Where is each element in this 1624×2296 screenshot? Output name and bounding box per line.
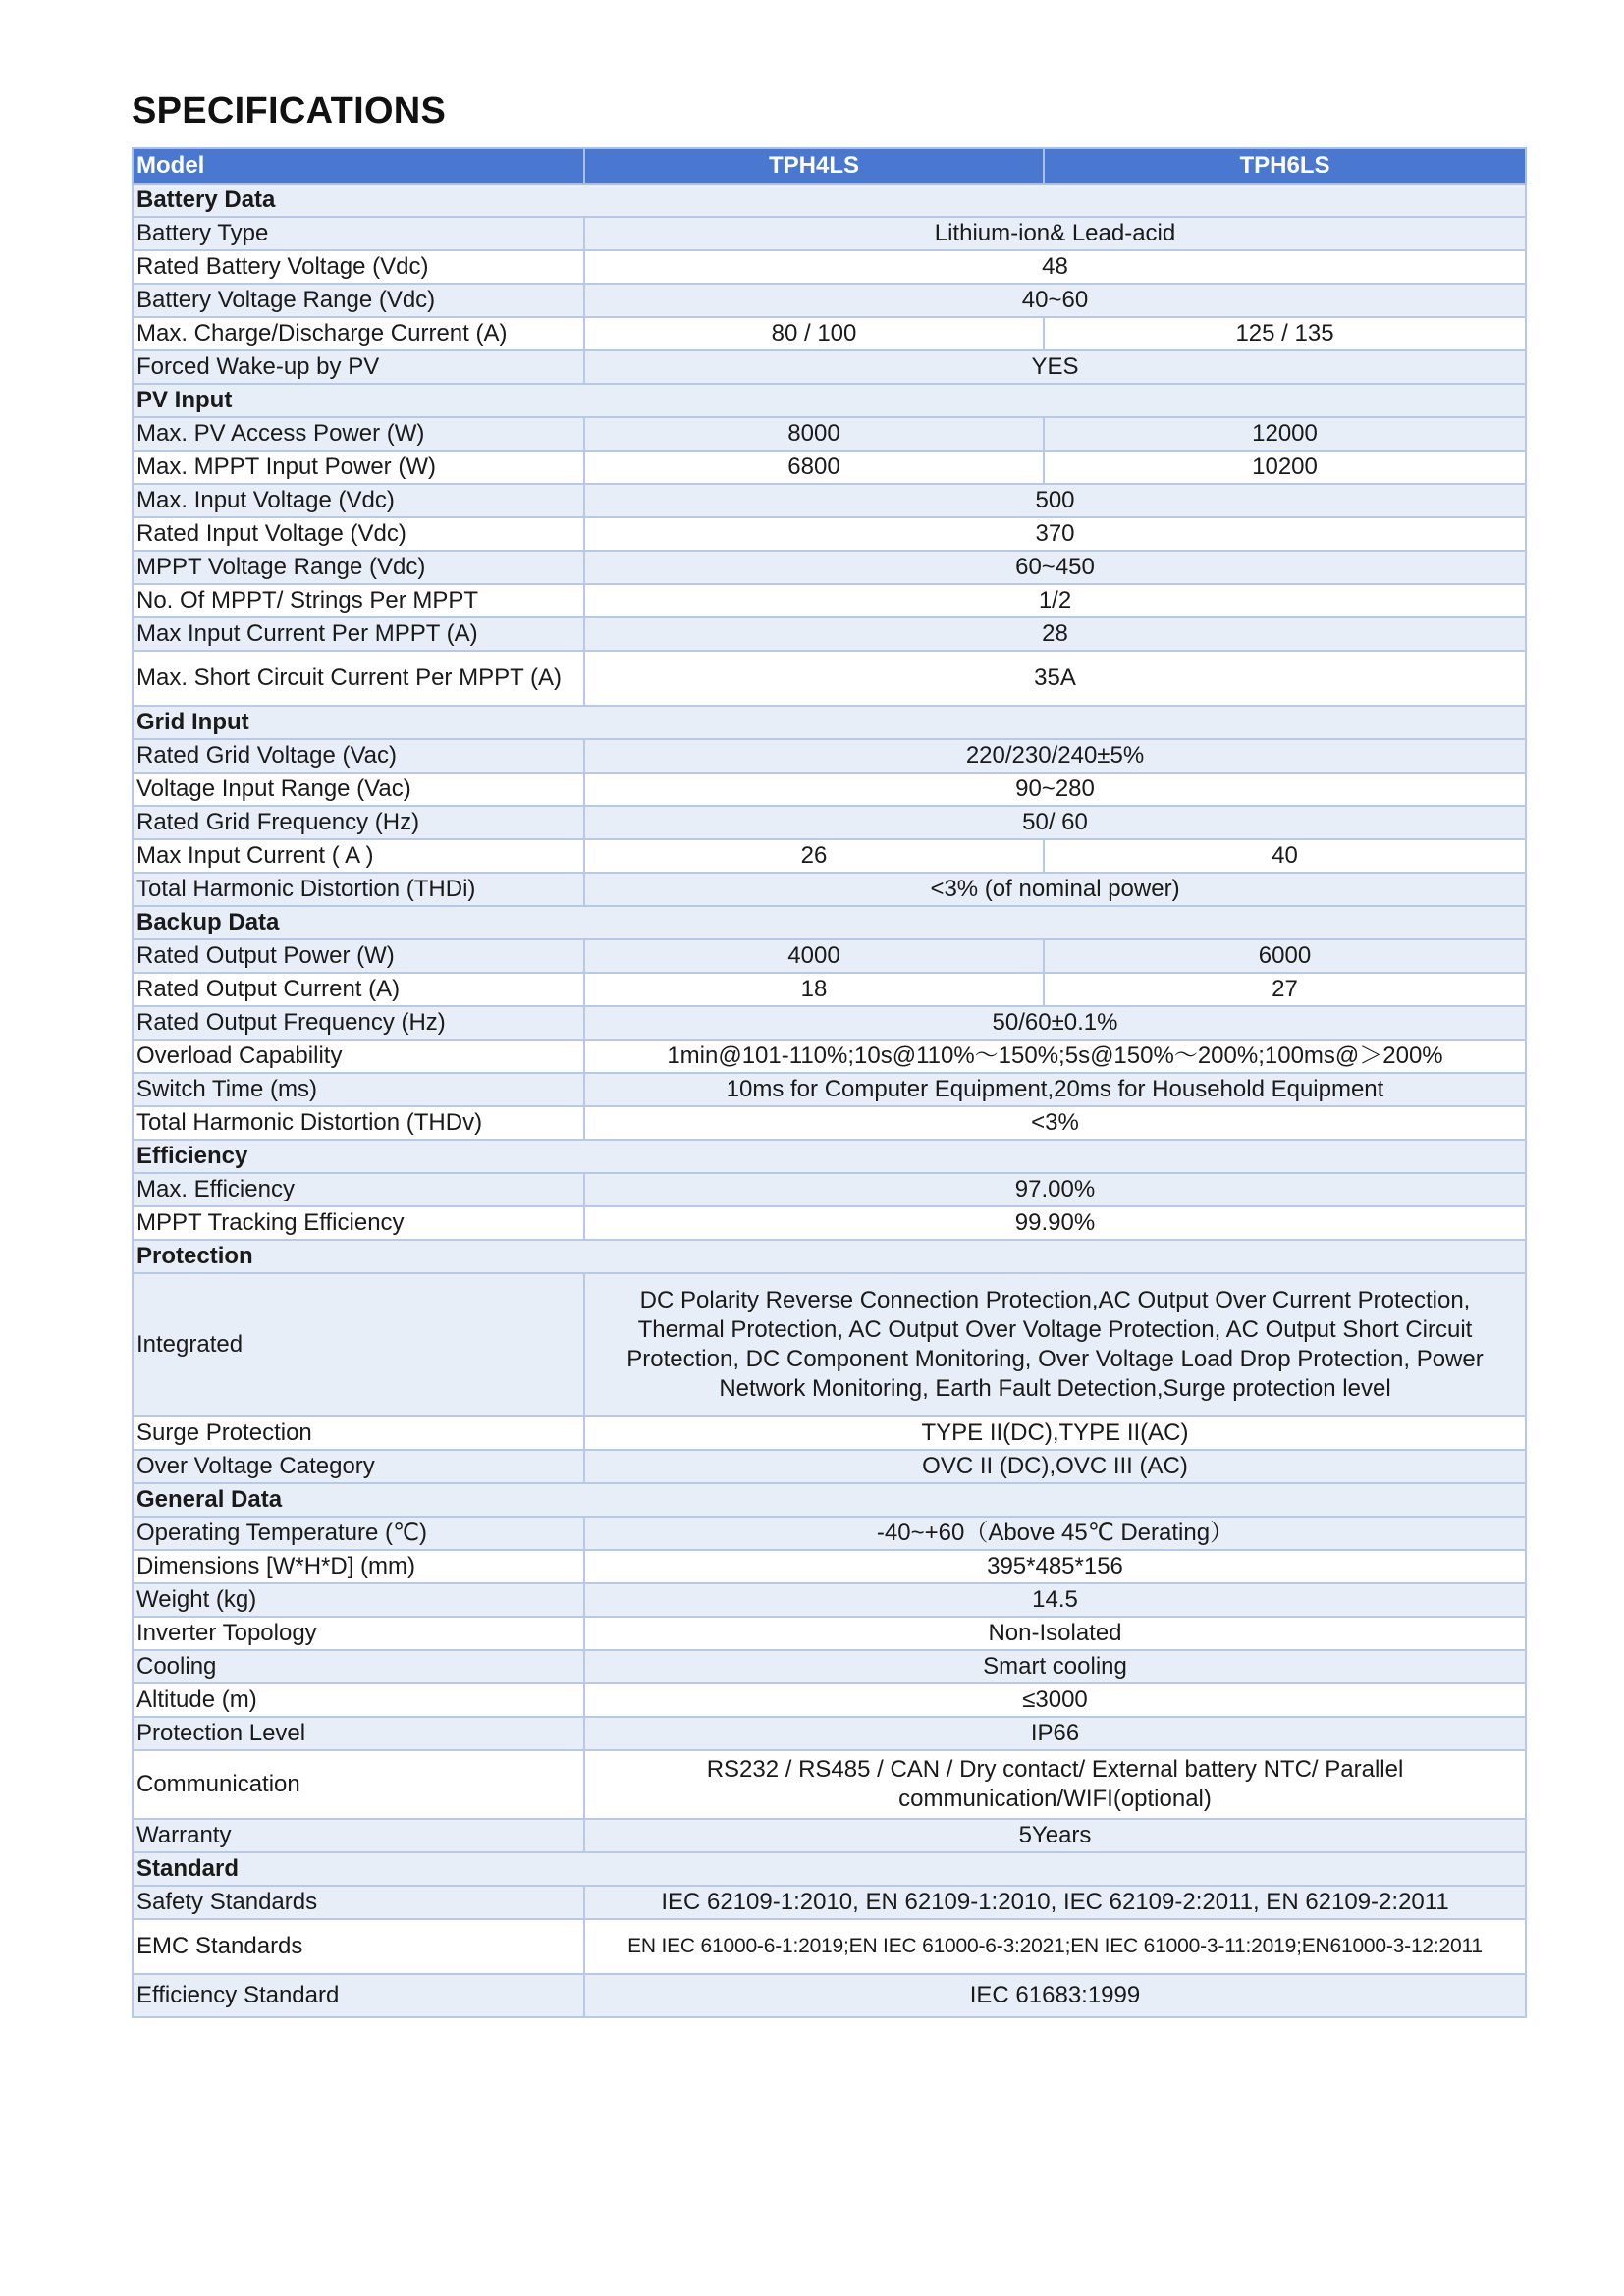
spec-label: Over Voltage Category (133, 1450, 584, 1483)
table-row (133, 484, 1526, 517)
spec-label: Weight (kg) (133, 1583, 584, 1617)
spec-label: Communication (133, 1750, 584, 1819)
section-title: Efficiency (133, 1140, 1526, 1173)
table-row (133, 284, 1526, 317)
spec-label: Battery Voltage Range (Vdc) (133, 284, 584, 317)
section-header (133, 1852, 1526, 1886)
spec-label: Rated Output Current (A) (133, 973, 584, 1006)
table-row (133, 1974, 1526, 2017)
spec-value-tph6ls: 6000 (1044, 939, 1526, 973)
table-row (133, 317, 1526, 350)
spec-label: MPPT Tracking Efficiency (133, 1206, 584, 1240)
table-row (133, 1273, 1526, 1416)
table-row (133, 839, 1526, 873)
spec-label: Rated Input Voltage (Vdc) (133, 517, 584, 551)
spec-label: Max Input Current Per MPPT (A) (133, 617, 584, 651)
spec-value: Lithium-ion& Lead-acid (584, 217, 1526, 250)
spec-value: 10ms for Computer Equipment,20ms for Household Equipment (584, 1073, 1526, 1106)
spec-value: <3% (584, 1106, 1526, 1140)
spec-value: <3% (of nominal power) (584, 873, 1526, 906)
table-row (133, 773, 1526, 806)
spec-label: Max. Charge/Discharge Current (A) (133, 317, 584, 350)
table-row (133, 739, 1526, 773)
spec-label: Voltage Input Range (Vac) (133, 773, 584, 806)
model-header: Model (133, 148, 584, 184)
section-title: Battery Data (133, 184, 1526, 217)
spec-value: 1/2 (584, 584, 1526, 617)
spec-value: 28 (584, 617, 1526, 651)
spec-value: 48 (584, 250, 1526, 284)
table-header-row (133, 148, 1526, 184)
spec-label: Rated Battery Voltage (Vdc) (133, 250, 584, 284)
spec-value: IP66 (584, 1717, 1526, 1750)
spec-value-tph6ls: 12000 (1044, 417, 1526, 451)
spec-label: Total Harmonic Distortion (THDi) (133, 873, 584, 906)
section-header (133, 184, 1526, 217)
spec-value: 220/230/240±5% (584, 739, 1526, 773)
spec-value: IEC 62109-1:2010, EN 62109-1:2010, IEC 62109-2:2011, EN 62109-2:2011 (584, 1886, 1526, 1919)
table-row (133, 1886, 1526, 1919)
table-row (133, 1617, 1526, 1650)
spec-value-tph4ls: 26 (584, 839, 1044, 873)
spec-value-tph6ls: 10200 (1044, 451, 1526, 484)
spec-value: 90~280 (584, 773, 1526, 806)
table-row (133, 1750, 1526, 1819)
spec-value: 500 (584, 484, 1526, 517)
spec-label: Safety Standards (133, 1886, 584, 1919)
table-row (133, 1717, 1526, 1750)
table-row (133, 1517, 1526, 1550)
table-row (133, 1550, 1526, 1583)
section-title: PV Input (133, 384, 1526, 417)
spec-value-tph4ls: 80 / 100 (584, 317, 1044, 350)
spec-label: Cooling (133, 1650, 584, 1683)
table-row (133, 517, 1526, 551)
table-row (133, 551, 1526, 584)
spec-label: Max. Efficiency (133, 1173, 584, 1206)
spec-label: Max Input Current ( A ) (133, 839, 584, 873)
spec-value-tph4ls: 18 (584, 973, 1044, 1006)
table-row (133, 939, 1526, 973)
spec-value: 395*485*156 (584, 1550, 1526, 1583)
spec-value: 370 (584, 517, 1526, 551)
spec-label: Total Harmonic Distortion (THDv) (133, 1106, 584, 1140)
spec-label: Rated Output Power (W) (133, 939, 584, 973)
spec-value: 97.00% (584, 1173, 1526, 1206)
table-row (133, 1416, 1526, 1450)
spec-label: Surge Protection (133, 1416, 584, 1450)
table-row (133, 806, 1526, 839)
spec-label: Rated Grid Frequency (Hz) (133, 806, 584, 839)
table-row (133, 1173, 1526, 1206)
spec-label: MPPT Voltage Range (Vdc) (133, 551, 584, 584)
specifications-body (133, 184, 1526, 2017)
section-title: Standard (133, 1852, 1526, 1886)
section-title: Grid Input (133, 706, 1526, 739)
model-header-tph4ls: TPH4LS (584, 148, 1044, 184)
table-row (133, 250, 1526, 284)
spec-value: 50/ 60 (584, 806, 1526, 839)
table-row (133, 1206, 1526, 1240)
spec-label: Rated Output Frequency (Hz) (133, 1006, 584, 1040)
table-row (133, 1450, 1526, 1483)
spec-label: Battery Type (133, 217, 584, 250)
spec-label: Protection Level (133, 1717, 584, 1750)
table-row (133, 1040, 1526, 1073)
table-row (133, 417, 1526, 451)
spec-value-tph6ls: 27 (1044, 973, 1526, 1006)
spec-label: Max. MPPT Input Power (W) (133, 451, 584, 484)
spec-value: DC Polarity Reverse Connection Protection,AC Output Over Current Protection, Thermal Protection, AC Output Over Voltage Protection, AC Output Short Circuit Protection, DC Component Monitoring, Over Voltage Load Drop Protection, Power Network Monitoring, Earth Fault Detection,Surge protection level (584, 1273, 1526, 1416)
spec-value-tph4ls: 6800 (584, 451, 1044, 484)
spec-value: ≤3000 (584, 1683, 1526, 1717)
spec-value: TYPE II(DC),TYPE II(AC) (584, 1416, 1526, 1450)
spec-value: YES (584, 350, 1526, 384)
section-header (133, 906, 1526, 939)
spec-value-tph4ls: 8000 (584, 417, 1044, 451)
page-title: SPECIFICATIONS (132, 90, 447, 132)
spec-label: Dimensions [W*H*D] (mm) (133, 1550, 584, 1583)
spec-value-tph4ls: 4000 (584, 939, 1044, 973)
spec-value: OVC II (DC),OVC III (AC) (584, 1450, 1526, 1483)
section-header (133, 706, 1526, 739)
table-row (133, 617, 1526, 651)
table-row (133, 1683, 1526, 1717)
spec-label: Forced Wake-up by PV (133, 350, 584, 384)
spec-label: No. Of MPPT/ Strings Per MPPT (133, 584, 584, 617)
spec-value: 40~60 (584, 284, 1526, 317)
spec-value: 60~450 (584, 551, 1526, 584)
table-row (133, 584, 1526, 617)
spec-label: Switch Time (ms) (133, 1073, 584, 1106)
section-header (133, 384, 1526, 417)
spec-value: 1min@101-110%;10s@110%～150%;5s@150%～200%;100ms@＞200% (584, 1040, 1526, 1073)
table-row (133, 1819, 1526, 1852)
spec-label: Max. Input Voltage (Vdc) (133, 484, 584, 517)
table-row (133, 1583, 1526, 1617)
table-row (133, 651, 1526, 706)
spec-label: EMC Standards (133, 1919, 584, 1974)
spec-value: IEC 61683:1999 (584, 1974, 1526, 2017)
spec-value: 50/60±0.1% (584, 1006, 1526, 1040)
spec-value: Non-Isolated (584, 1617, 1526, 1650)
table-row (133, 973, 1526, 1006)
table-row (133, 873, 1526, 906)
spec-label: Warranty (133, 1819, 584, 1852)
spec-label: Overload Capability (133, 1040, 584, 1073)
spec-label: Integrated (133, 1273, 584, 1416)
section-title: Protection (133, 1240, 1526, 1273)
spec-label: Inverter Topology (133, 1617, 584, 1650)
spec-value: 35A (584, 651, 1526, 706)
section-title: Backup Data (133, 906, 1526, 939)
table-row (133, 1073, 1526, 1106)
spec-value: Smart cooling (584, 1650, 1526, 1683)
spec-value: RS232 / RS485 / CAN / Dry contact/ External battery NTC/ Parallel communication/WIFI(optional) (584, 1750, 1526, 1819)
spec-value: -40~+60（Above 45℃ Derating） (584, 1517, 1526, 1550)
section-title: General Data (133, 1483, 1526, 1517)
table-row (133, 1106, 1526, 1140)
model-header-tph6ls: TPH6LS (1044, 148, 1526, 184)
spec-value-tph6ls: 40 (1044, 839, 1526, 873)
spec-value: 99.90% (584, 1206, 1526, 1240)
table-row (133, 217, 1526, 250)
spec-label: Efficiency Standard (133, 1974, 584, 2017)
table-row (133, 350, 1526, 384)
specifications-table (132, 147, 1527, 2018)
section-header (133, 1140, 1526, 1173)
spec-label: Rated Grid Voltage (Vac) (133, 739, 584, 773)
section-header (133, 1483, 1526, 1517)
spec-label: Altitude (m) (133, 1683, 584, 1717)
spec-value-tph6ls: 125 / 135 (1044, 317, 1526, 350)
spec-value: EN IEC 61000-6-1:2019;EN IEC 61000-6-3:2021;EN IEC 61000-3-11:2019;EN61000-3-12:2011 (584, 1919, 1526, 1974)
spec-label: Operating Temperature (℃) (133, 1517, 584, 1550)
table-row (133, 1919, 1526, 1974)
spec-label: Max. PV Access Power (W) (133, 417, 584, 451)
table-row (133, 1006, 1526, 1040)
table-row (133, 451, 1526, 484)
section-header (133, 1240, 1526, 1273)
spec-value: 5Years (584, 1819, 1526, 1852)
spec-value: 14.5 (584, 1583, 1526, 1617)
table-row (133, 1650, 1526, 1683)
spec-label: Max. Short Circuit Current Per MPPT (A) (133, 651, 584, 706)
